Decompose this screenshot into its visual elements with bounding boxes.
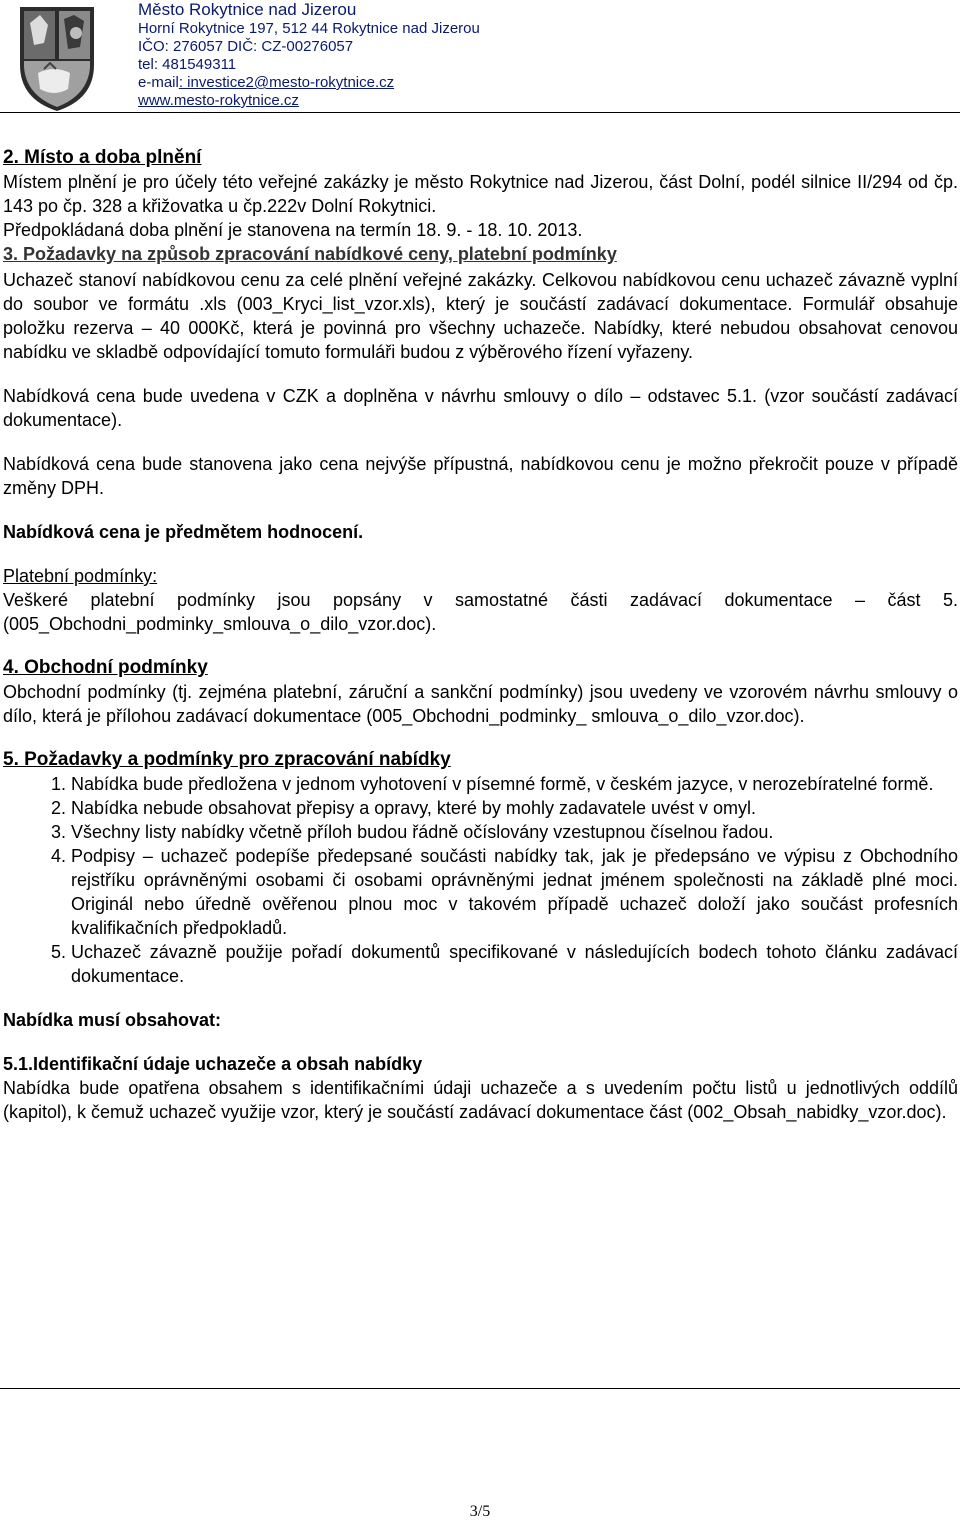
letterhead-text bbox=[138, 0, 480, 110]
city-address: Horní Rokytnice 197, 512 44 Rokytnice nad Jizerou bbox=[138, 20, 480, 37]
section-3-paragraph-3: Nabídková cena bude stanovena jako cena nejvýše přípustná, nabídkovou cenu je možno překročit pouze v případě změny DPH. bbox=[3, 454, 958, 498]
list-item: 2. Nabídka nebude obsahovat přepisy a opravy, které by mohly zadavatele uvést v omyl. bbox=[71, 796, 958, 820]
section-3-paragraph-2: Nabídková cena bude uvedena v CZK a doplněna v návrhu smlouvy o dílo – odstavec 5.1. (vzor součástí zadávací dokumentace). bbox=[3, 386, 958, 430]
subsection-5-1-heading: 5.1.Identifikační údaje uchazeče a obsah nabídky bbox=[3, 1054, 423, 1074]
section-2-paragraph: Místem plnění je pro účely této veřejné zakázky je město Rokytnice nad Jizerou, část Dolní, podél silnice II/294 od čp. 143 po čp. 328 a křižovatka u čp.222v Dolní Rokytnici. bbox=[3, 172, 958, 216]
city-phone: tel: 481549311 bbox=[138, 56, 237, 73]
section-5-list bbox=[3, 772, 958, 988]
section-4-heading: 4. Obchodní podmínky bbox=[3, 657, 208, 678]
list-item: 5. Uchazeč závazně použije pořadí dokumentů specifikované v následujících bodech tohoto článku zadávací dokumentace. bbox=[71, 940, 958, 988]
document-body bbox=[3, 146, 958, 1124]
section-3-heading bbox=[3, 242, 958, 266]
payment-terms-text: Veškeré platební podmínky jsou popsány v samostatné části zadávací dokumentace – část 5. (005_Obchodni_podminky_smlouva_o_dilo_vzor.doc). bbox=[3, 590, 958, 634]
list-item: 3. Všechny listy nabídky včetně příloh budou řádně očíslovány vzestupnou číselnou řadou. bbox=[71, 820, 958, 844]
subsection-5-1-paragraph: Nabídka bude opatřena obsahem s identifikačními údaji uchazeče a s uvedením počtu listů u jednotlivých oddílů (kapitol), k čemuž uchazeč využije vzor, který je součástí zadávací dokumentace část (002_Obsah_nabidky_vzor.doc). bbox=[3, 1078, 958, 1122]
city-email-line bbox=[138, 74, 480, 92]
section-5-heading: 5. Požadavky a podmínky pro zpracování nabídky bbox=[3, 749, 451, 770]
city-coat-of-arms-icon bbox=[14, 3, 100, 113]
email-link[interactable]: : investice2@mesto-rokytnice.cz bbox=[178, 74, 395, 91]
city-name: Město Rokytnice nad Jizerou bbox=[138, 0, 357, 19]
list-item: 4. Podpisy – uchazeč podepíše předepsané součásti nabídky tak, jak je předepsáno ve výpisu z Obchodního rejstříku oprávněnými osobami či osobami oprávněnými jednat jménem společnosti na základě plné moci. Originál nebo úředně ověřenou plnou moc v takovém případě uchazeč doloží jako součást profesních kvalifikačních předpokladů. bbox=[71, 844, 958, 940]
payment-terms-label: Platební podmínky: bbox=[3, 566, 158, 586]
web-link[interactable]: www.mesto-rokytnice.cz bbox=[138, 92, 299, 109]
header-divider bbox=[0, 112, 960, 113]
section-4-paragraph: Obchodní podmínky (tj. zejména platební, záruční a sankční podmínky) jsou uvedeny ve vzorovém návrhu smlouvy o dílo, která je přílohou zadávací dokumentace (005_Obchodni_podminky_ smlouva_o_dilo_vzor.doc). bbox=[3, 682, 958, 726]
list-item: 1. Nabídka bude předložena v jednom vyhotovení v písemné formě, v českém jazyce, v nerozebíratelné formě. bbox=[71, 772, 958, 796]
section-3-paragraph-1: Uchazeč stanoví nabídkovou cenu za celé plnění veřejné zakázky. Celkovou nabídkovou cenu uchazeč závazně vyplní do soubor ve formátu .xls (003_Kryci_list_vzor.xls), který je součástí zadávací dokumentace. Formulář obsahuje položku rezerva – 40 000Kč, která je povinná pro všechny uchazeče. Nabídky, které nebudou obsahovat cenovou nabídku ve skladbě odpovídající tomuto formuláři budou z výběrového řízení vyřazeny. bbox=[3, 270, 958, 362]
section-3-evaluation: Nabídková cena je předmětem hodnocení. bbox=[3, 522, 364, 542]
page-number: 3/5 bbox=[469, 1503, 491, 1520]
city-ids: IČO: 276057 DIČ: CZ-00276057 bbox=[138, 38, 354, 55]
section-2-duration: Předpokládaná doba plnění je stanovena na termín 18. 9. - 18. 10. 2013. bbox=[3, 220, 583, 240]
footer-divider bbox=[0, 1388, 960, 1389]
section-3-heading-text: 3. Požadavky na způsob zpracování nabídkové ceny, platební podmínky bbox=[3, 244, 617, 264]
section-2-heading: 2. Místo a doba plnění bbox=[3, 147, 202, 168]
letterhead bbox=[0, 0, 960, 116]
email-label: e-mail bbox=[138, 74, 179, 91]
offer-must-contain: Nabídka musí obsahovat: bbox=[3, 1010, 222, 1030]
